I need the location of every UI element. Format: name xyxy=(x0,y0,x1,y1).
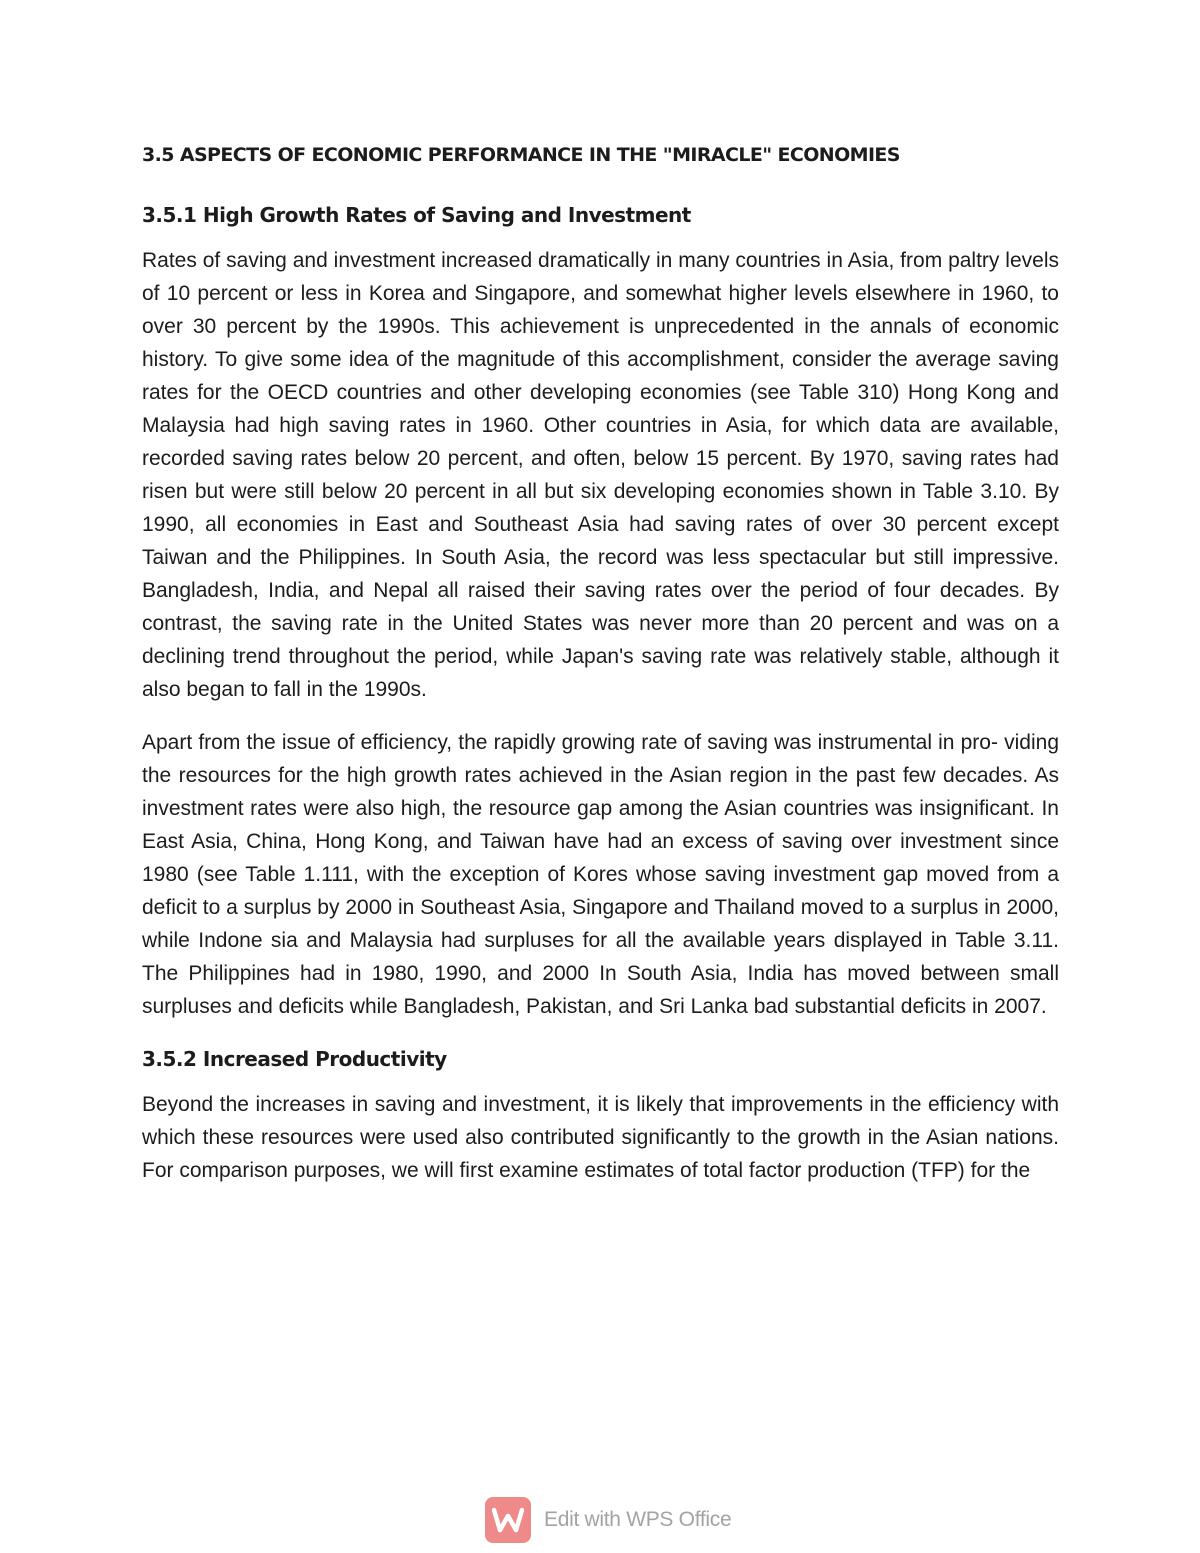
paragraph-saving-rates: Rates of saving and investment increased dramatically in many countries in Asia, from paltry levels of 10 percent or less in Korea and Singapore, and somewhat higher levels elsewhere in 1960, to over 30 percent by the 1990s. This achievement is unprecedented in the annals of economic history. To give some idea of the magnitude of this accomplishment, consider the average saving rates for the OECD countries and other developing economies (see Table 310) Hong Kong and Malaysia had high saving rates in 1960. Other countries in Asia, for which data are available, recorded saving rates below 20 percent, and often, below 15 percent. By 1970, saving rates had risen but were still below 20 percent in all but six developing economies shown in Table 3.10. By 1990, all economies in East and Southeast Asia had saving rates of over 30 percent except Taiwan and the Philippines. In South Asia, the record was less spectacular but still impressive. Bangladesh, India, and Nepal all raised their saving rates over the period of four decades. By contrast, the saving rate in the United States was never more than 20 percent and was on a declining trend throughout the period, while Japan's saving rate was relatively stable, although it also began to fall in the 1990s. xyxy=(142,249,1059,701)
paragraph-productivity: Beyond the increases in saving and investment, it is likely that improvements in the efficiency with which these resources were used also contributed significantly to the growth in the Asian nations. For comparison purposes, we will first examine estimates of total factor production (TFP) for the xyxy=(142,1093,1059,1182)
edit-with-wps-button[interactable] xyxy=(485,1497,731,1543)
document-title: 3.5 ASPECTS OF ECONOMIC PERFORMANCE IN THE "MIRACLE" ECONOMIES xyxy=(142,144,900,166)
wps-w-glyph xyxy=(492,1507,524,1533)
document-page xyxy=(142,138,1059,1207)
section-heading-3-5-2: 3.5.2 Increased Productivity xyxy=(142,1047,447,1071)
wps-edit-label: Edit with WPS Office xyxy=(544,1508,732,1531)
wps-logo-icon xyxy=(485,1497,531,1543)
paragraph-resource-gap: Apart from the issue of efficiency, the rapidly growing rate of saving was instrumental in pro- viding the resources for the high growth rates achieved in the Asian region in the past few decades. As investment rates were also high, the resource gap among the Asian countries was insignificant. In East Asia, China, Hong Kong, and Taiwan have had an excess of saving over investment since 1980 (see Table 1.111, with the exception of Kores whose saving investment gap moved from a deficit to a surplus by 2000 in Southeast Asia, Singapore and Thailand moved to a surplus in 2000, while Indone sia and Malaysia had surpluses for all the available years displayed in Table 3.11. The Philippines had in 1980, 1990, and 2000 In South Asia, India has moved between small surpluses and deficits while Bangladesh, Pakistan, and Sri Lanka bad substantial deficits in 2007. xyxy=(142,731,1059,1018)
section-heading-3-5-1: 3.5.1 High Growth Rates of Saving and Investment xyxy=(142,203,691,227)
